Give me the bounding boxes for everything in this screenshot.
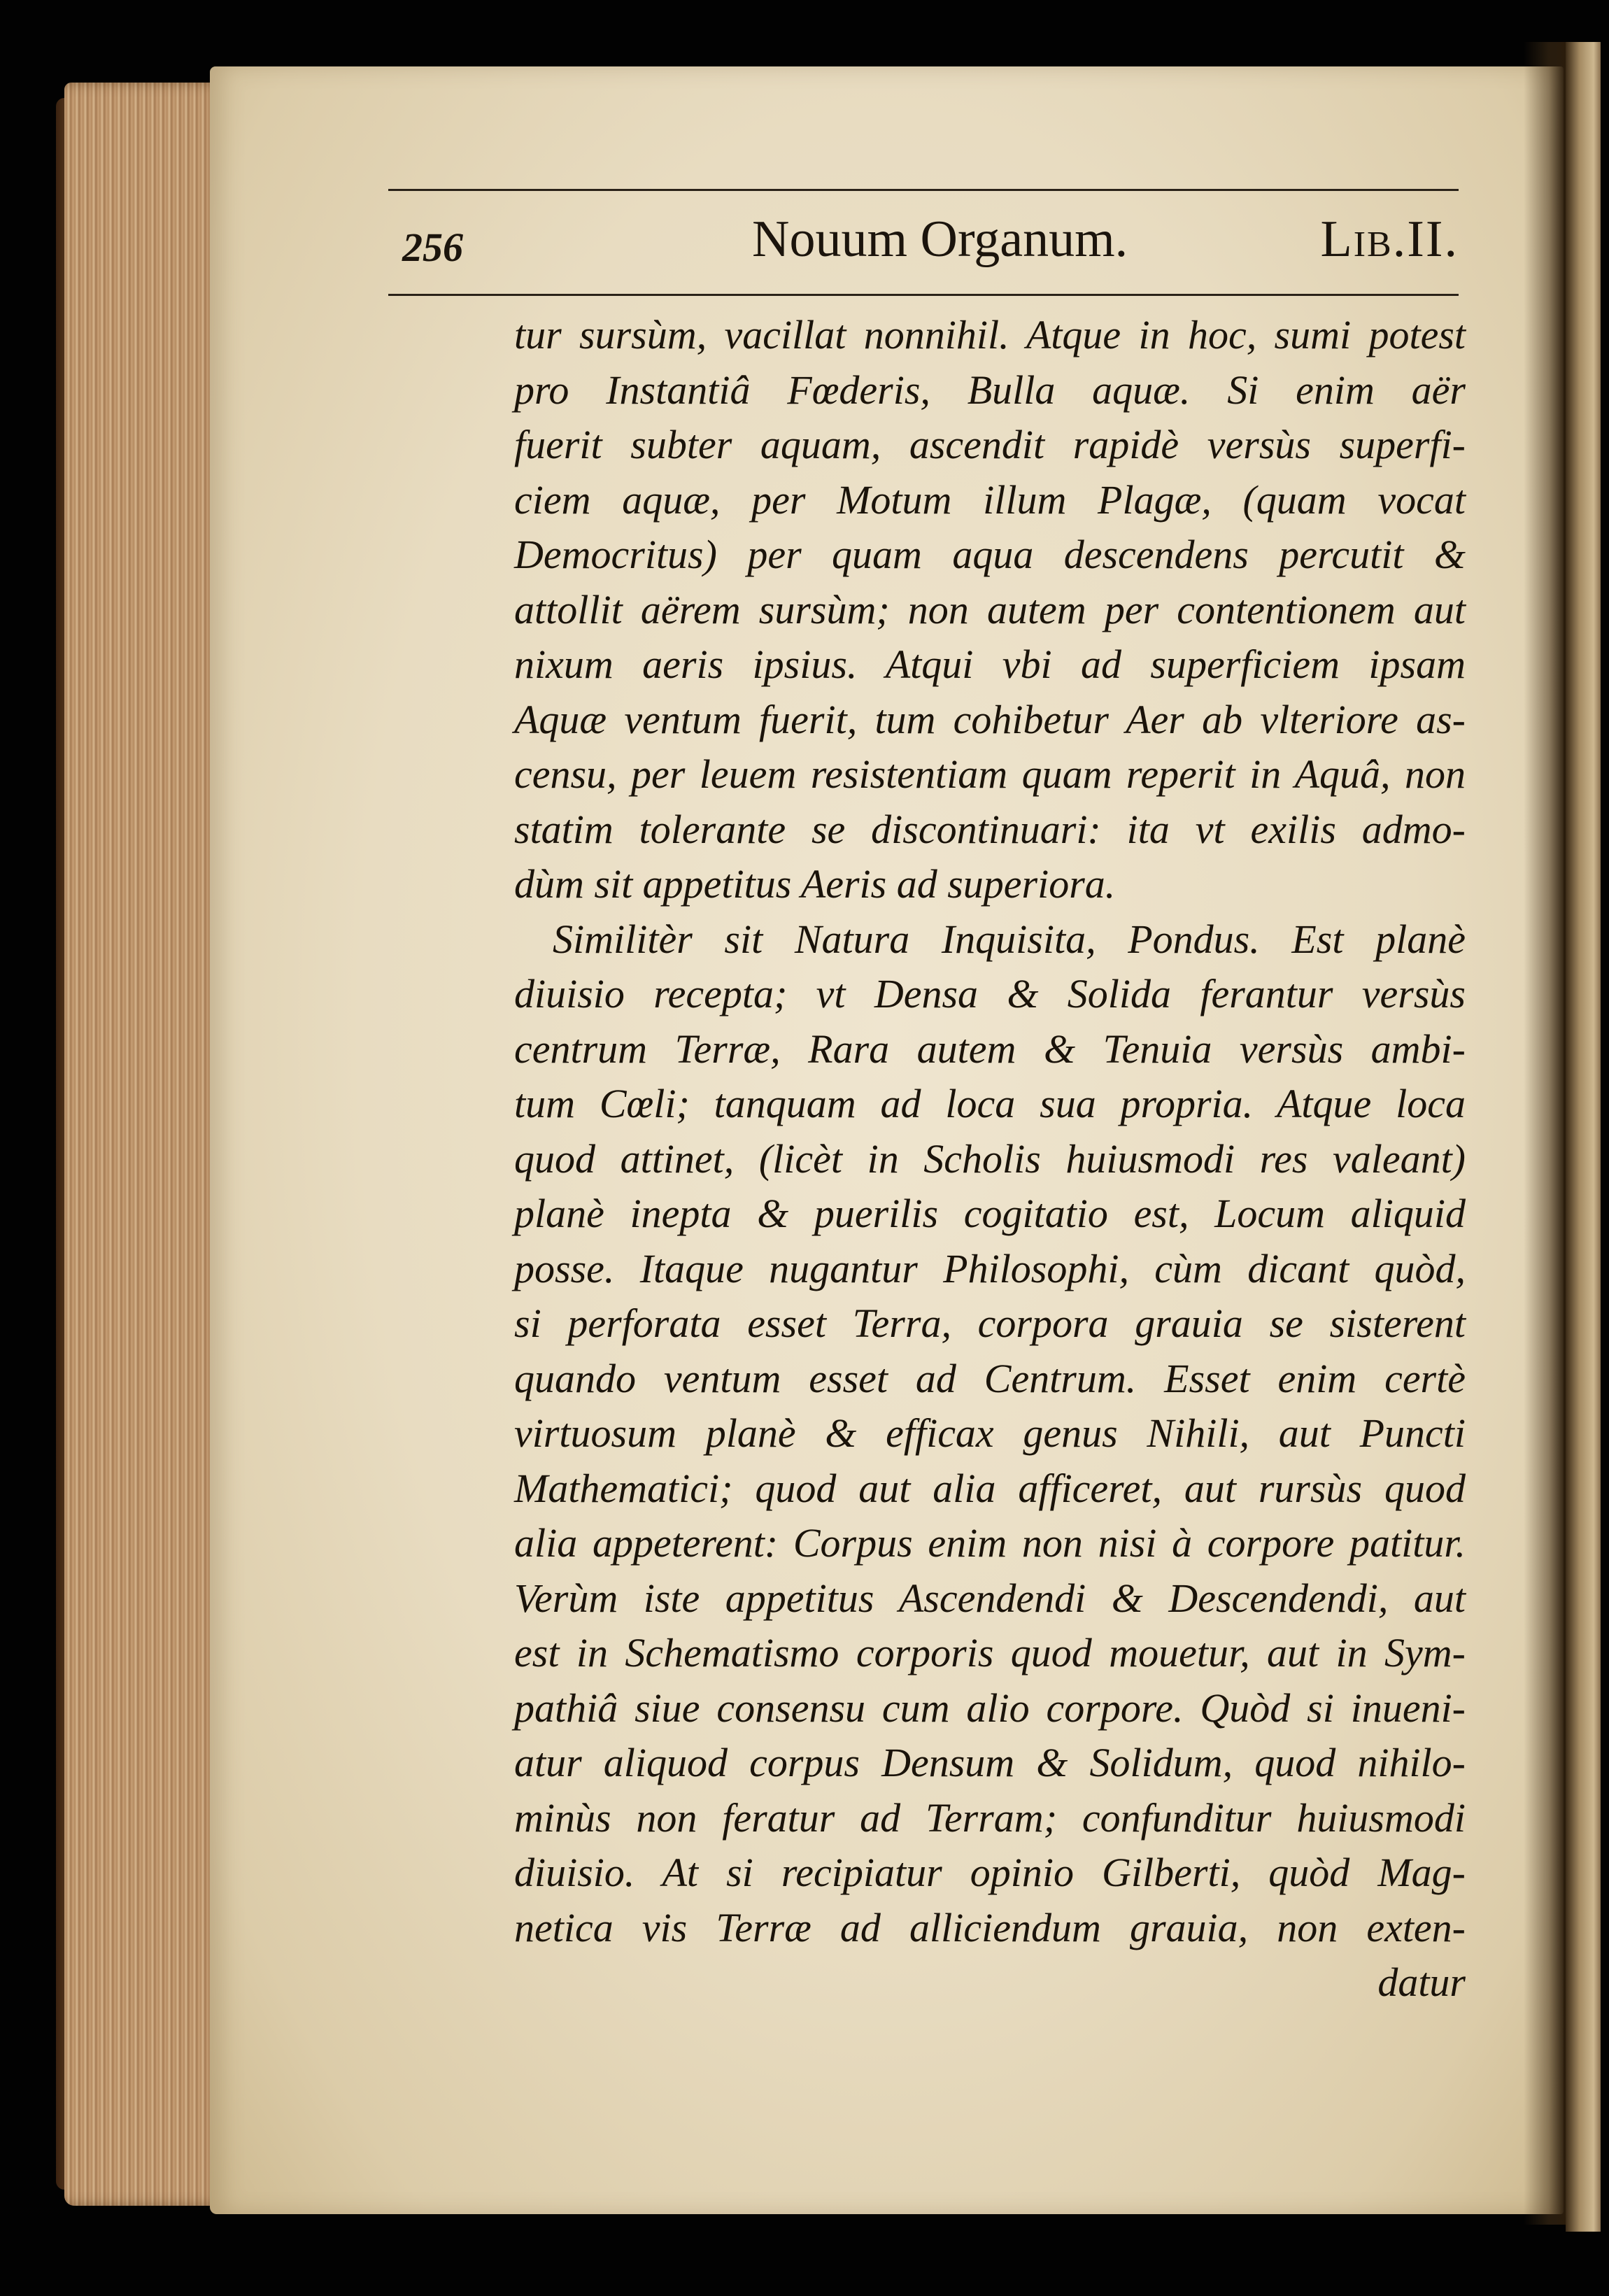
text-line: Verùm iste appetitus Ascendendi & Descendendi, aut — [514, 1575, 1466, 1621]
text-line: attollit aërem sursùm; non autem per contentionem aut — [514, 586, 1466, 632]
text-line: est in Schematismo corporis quod mouetur, aut in Sym- — [514, 1630, 1466, 1675]
text-line: dùm sit appetitus Aeris ad superiora. — [514, 861, 1116, 907]
text-line: Aquæ ventum fuerit, tum cohibetur Aer ab vlteriore as- — [514, 696, 1466, 742]
library-stamp-mark — [707, 1927, 951, 1990]
text-line: Similitèr sit Natura Inquisita, Pondus. Est planè — [553, 916, 1466, 962]
text-line: Mathematici; quod aut alia afficeret, aut rursùs quod — [514, 1465, 1466, 1511]
text-line: minùs non feratur ad Terram; confunditur huiusmodi — [514, 1794, 1466, 1841]
running-title: Nouum Organum. — [752, 211, 1128, 268]
text-line: statim tolerante se discontinuari: ita vt exilis admo- — [514, 806, 1466, 852]
facing-page-edge — [1566, 42, 1601, 2232]
body-text — [514, 308, 1466, 2011]
text-line: pathiâ siue consensu cum alio corpore. Quòd si inueni- — [514, 1685, 1466, 1731]
text-line: censu, per leuem resistentiam quam reperit in Aquâ, non — [514, 751, 1466, 797]
text-line: quod attinet, (licèt in Scholis huiusmodi res valeant) — [514, 1135, 1466, 1182]
text-line: diuisio. At si recipiatur opinio Gilberti, quòd Mag- — [514, 1850, 1466, 1895]
catchword: datur — [1377, 1960, 1466, 2005]
text-line: tur sursùm, vacillat nonnihil. Atque in hoc, sumi potest — [514, 312, 1466, 357]
page-gutter — [1524, 42, 1566, 2225]
text-line: pro Instantiâ Fœderis, Bulla aquæ. Si enim aër — [514, 367, 1466, 413]
text-line: atur aliquod corpus Densum & Solidum, quod nihilo- — [514, 1740, 1466, 1785]
text-line: si perforata esset Terra, corpora grauia se sisterent — [514, 1301, 1466, 1346]
text-line: virtuosum planè & efficax genus Nihili, aut Puncti — [514, 1410, 1466, 1456]
book-label: Lib.II. — [1320, 211, 1459, 268]
text-line: nixum aeris ipsius. Atqui vbi ad superficiem ipsam — [514, 642, 1466, 687]
text-line: Democritus) per quam aqua descendens percutit & — [514, 532, 1466, 577]
header-rule-top — [388, 189, 1459, 191]
text-line: alia appeterent: Corpus enim non nisi à corpore patitur. — [514, 1520, 1466, 1566]
text-line: netica vis Terræ ad alliciendum grauia, non exten- — [514, 1904, 1466, 1950]
text-line: planè inepta & puerilis cogitatio est, Locum aliquid — [514, 1191, 1466, 1236]
page-header — [388, 203, 1459, 280]
text-line: fuerit subter aquam, ascendit rapidè versùs superfi- — [514, 422, 1466, 467]
text-line: quando ventum esset ad Centrum. Esset enim certè — [514, 1355, 1466, 1401]
text-line: diuisio recepta; vt Densa & Solida ferantur versùs — [514, 971, 1466, 1016]
text-line: ciem aquæ, per Motum illum Plagæ, (quam vocat — [514, 476, 1466, 523]
page-edges — [64, 83, 225, 2206]
page-number: 256 — [402, 225, 463, 270]
text-line: centrum Terræ, Rara autem & Tenuia versùs ambi- — [514, 1026, 1466, 1072]
text-line: posse. Itaque nugantur Philosophi, cùm dicant quòd, — [514, 1245, 1466, 1291]
header-rule-bottom — [388, 294, 1459, 296]
text-line: tum Cœli; tanquam ad loca sua propria. Atque loca — [514, 1081, 1466, 1126]
